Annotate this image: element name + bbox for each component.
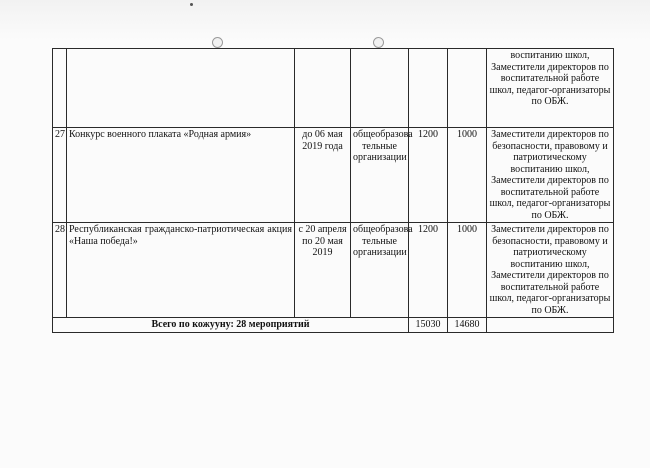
cell-date	[295, 49, 351, 128]
total-sum2: 14680	[448, 318, 487, 333]
cell-sum2: 1000	[448, 223, 487, 318]
cell-sum1: 1200	[409, 128, 448, 223]
cell-name: Конкурс военного плаката «Родная армия»	[67, 128, 295, 223]
cell-participants	[351, 49, 409, 128]
table-row	[53, 128, 614, 223]
table-row-continuation	[53, 49, 614, 128]
cell-participants: общеобразова тельные организации	[351, 223, 409, 318]
cell-number: 28	[53, 223, 67, 318]
cell-responsible: Заместители директоров по безопасности, правовому и патриотическому воспитанию школ, Заместители директоров по воспитательной работе школ, педагог-организаторы по ОБЖ.	[487, 223, 614, 318]
table-row-total	[53, 318, 614, 333]
cell-sum1	[409, 49, 448, 128]
cell-sum2	[448, 49, 487, 128]
cell-number: 27	[53, 128, 67, 223]
cell-date: до 06 мая 2019 года	[295, 128, 351, 223]
cell-name: Республиканская гражданско-патриотическая акция «Наша победа!»	[67, 223, 295, 318]
cell-sum2: 1000	[448, 128, 487, 223]
cell-date: с 20 апреля по 20 мая 2019	[295, 223, 351, 318]
cell-participants: общеобразова тельные организации	[351, 128, 409, 223]
cell-responsible: воспитанию школ, Заместители директоров по воспитательной работе школ, педагог-организаторы по ОБЖ.	[487, 49, 614, 128]
scan-shadow	[0, 0, 650, 40]
cell-number	[53, 49, 67, 128]
punch-hole	[373, 37, 384, 48]
table-row	[53, 223, 614, 318]
total-sum1: 15030	[409, 318, 448, 333]
cell-responsible: Заместители директоров по безопасности, правовому и патриотическому воспитанию школ, Заместители директоров по воспитательной работе школ, педагог-организаторы по ОБЖ.	[487, 128, 614, 223]
scan-speck	[190, 3, 193, 6]
events-table	[52, 48, 614, 333]
cell-name	[67, 49, 295, 128]
cell-sum1: 1200	[409, 223, 448, 318]
total-empty-cell	[487, 318, 614, 333]
punch-hole	[212, 37, 223, 48]
total-label: Всего по кожууну: 28 мероприятий	[53, 318, 409, 333]
